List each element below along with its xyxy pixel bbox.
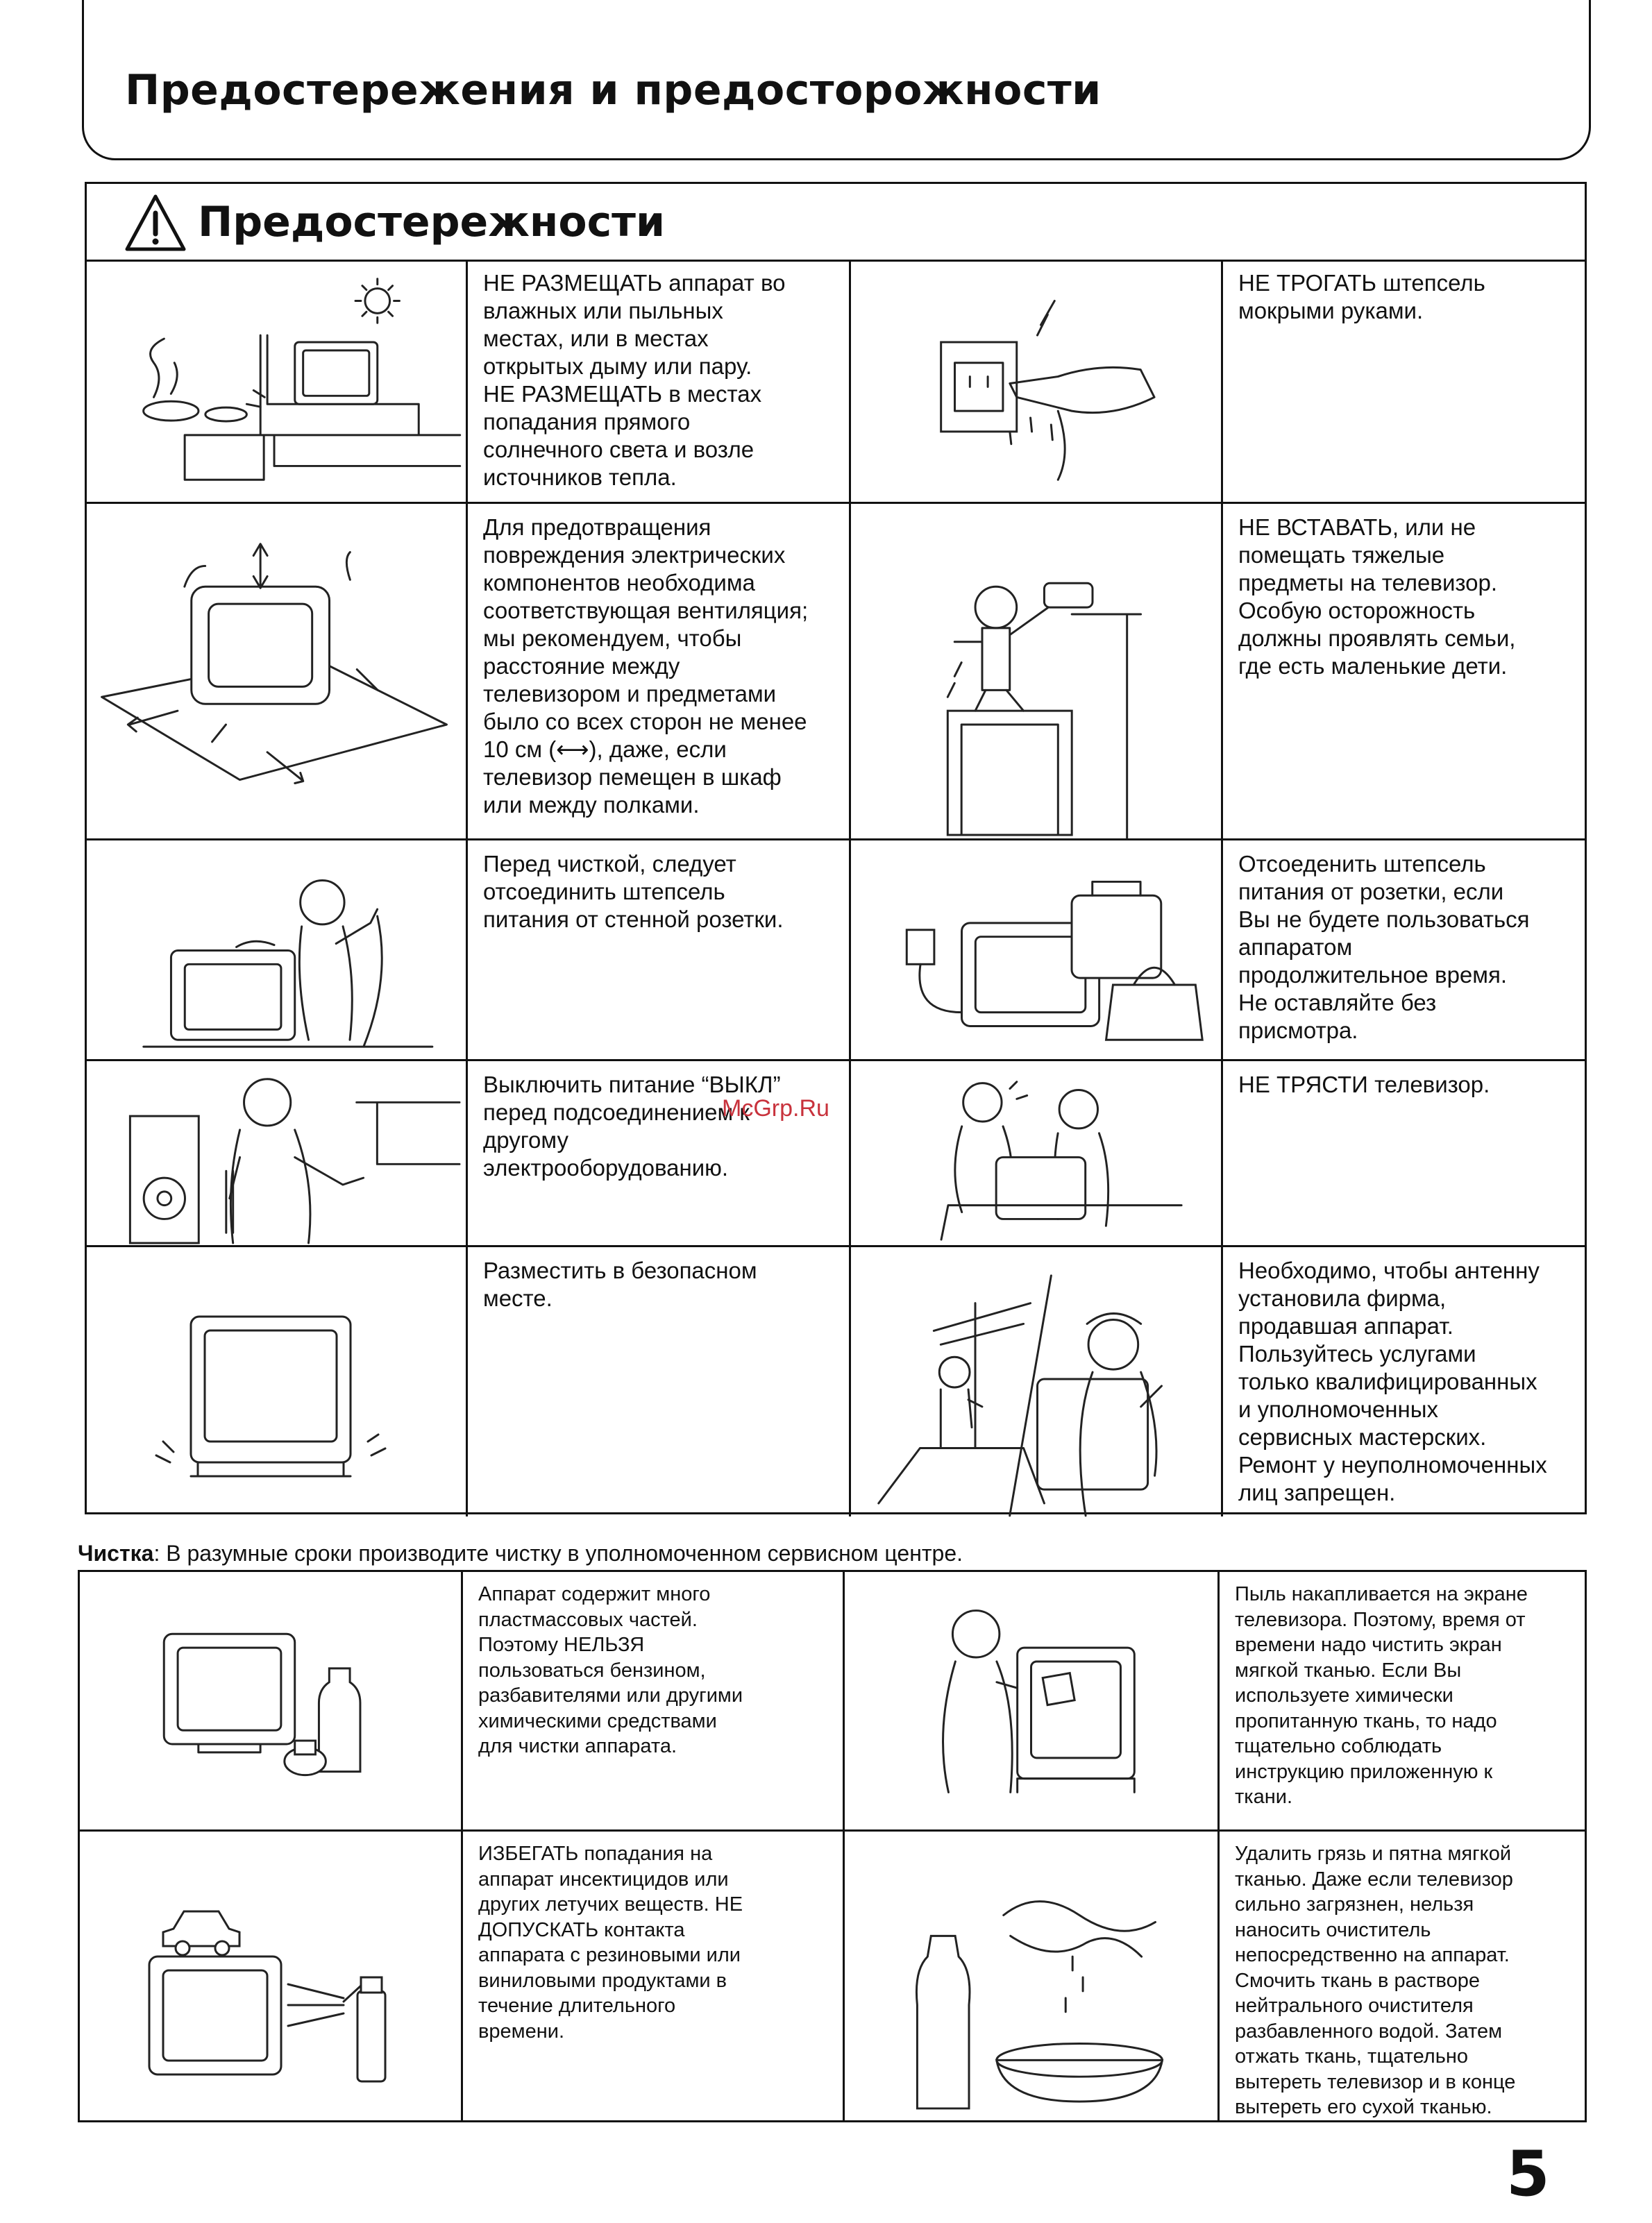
precaution-text-cell: [466, 260, 849, 502]
precaution-row: [87, 1247, 1585, 1516]
precaution-illustration: [849, 260, 1221, 502]
cleaning-row: [80, 1832, 1585, 2120]
cleaning-illustration: [80, 1572, 461, 1829]
cleaning-section: [78, 1570, 1587, 2122]
watermark: McGrp.Ru: [722, 1095, 829, 1122]
precautions-section: [85, 182, 1587, 1514]
cleaning-item-text: Пыль накапливается на экране телевизора. Поэтому, время от времени надо чистить экран мягкой тканью. Если Вы используете химически пропитанную ткань, то надо тщательно соблюдать инструкцию приложенную к ткани.: [1235, 1583, 1528, 1808]
antenna-installation-illustration: [851, 1247, 1221, 1516]
wiping-screen-illustration: [845, 1572, 1217, 1829]
precaution-illustration: [849, 1061, 1221, 1245]
precaution-illustration: [87, 1247, 466, 1516]
precaution-text-cell: [1221, 260, 1589, 502]
cleaning-illustration: [843, 1832, 1217, 2120]
precaution-text-cell: [1221, 1247, 1589, 1516]
kitchen-steam-sun-illustration: [87, 260, 466, 502]
precaution-text: НЕ ТРОГАТЬ штепсель мокрыми руками.: [1238, 270, 1485, 323]
cleaning-item-text: Аппарат содержит много пластмассовых частей. Поэтому НЕЛЬЗЯ пользоваться бензином, разбавителями или другими химическими средствами для чистки аппарата.: [478, 1583, 743, 1757]
warning-triangle-icon: [124, 194, 187, 252]
tv-stable-placement-illustration: [87, 1247, 466, 1516]
precaution-row: [87, 504, 1585, 840]
insecticide-spray-illustration: [80, 1832, 461, 2120]
wet-hands-plug-illustration: [851, 260, 1221, 502]
precaution-text: Перед чисткой, следует отсоединить штепсель питания от стенной розетки.: [483, 851, 784, 932]
cleaning-text-cell: [461, 1832, 843, 2120]
unplug-when-away-illustration: [851, 840, 1221, 1059]
power-off-connection-illustration: [87, 1061, 466, 1245]
ventilation-clearance-illustration: [87, 504, 466, 838]
cleaning-note: [78, 1541, 963, 1566]
precaution-text-cell: [1221, 1061, 1589, 1245]
precaution-text-cell: [1221, 840, 1589, 1059]
precaution-illustration: [87, 260, 466, 502]
precaution-illustration: [849, 840, 1221, 1059]
precaution-text-cell: [466, 840, 849, 1059]
precaution-illustration: [849, 504, 1221, 838]
page-title: Предостережения и предосторожности: [125, 66, 1102, 115]
tv-and-solvent-bottles-illustration: [80, 1572, 461, 1829]
precaution-text: Выключить питание “ВЫКЛ” перед подсоединением к другому электрооборудованию.: [483, 1072, 781, 1181]
cleaning-item-text: ИЗБЕГАТЬ попадания на аппарат инсектицидов или других летучих веществ. НЕ ДОПУСКАТЬ контакта аппарата с резиновыми или виниловыми продуктами в течение длительного времени.: [478, 1843, 743, 2043]
precaution-text: Необходимо, чтобы антенну установила фирма, продавшая аппарат. Пользуйтесь услугами только квалифицированных и уполномоченных сервисных мастерских. Ремонт у неуполномоченных лиц запрещен.: [1238, 1258, 1547, 1505]
precaution-text: Отсоеденить штепсель питания от розетки, если Вы не будете пользоваться аппаратом продолжительное время. Не оставляйте без присмотра.: [1238, 851, 1530, 1043]
child-on-tv-illustration: [851, 504, 1221, 838]
precaution-text-cell: [1221, 504, 1589, 838]
precautions-title: Предостережности: [198, 198, 665, 246]
precaution-text: НЕ ТРЯСТИ телевизор.: [1238, 1072, 1490, 1097]
cleaning-illustration: [843, 1572, 1217, 1829]
precaution-illustration: [87, 840, 466, 1059]
precaution-text: Разместить в безопасном месте.: [483, 1258, 757, 1311]
precaution-illustration: [849, 1247, 1221, 1516]
precaution-text: НЕ ВСТАВАТЬ, или не помещать тяжелые предметы на телевизор. Особую осторожность должны проявлять семьи, где есть маленькие дети.: [1238, 514, 1516, 679]
precaution-text-cell: [466, 1247, 849, 1516]
cleaning-row: [80, 1572, 1585, 1832]
page-number: 5: [1506, 2138, 1550, 2211]
cleaning-text: : В разумные сроки производите чистку в уполномоченном сервисном центре.: [153, 1541, 963, 1566]
precaution-text-cell: [466, 504, 849, 838]
precaution-text: Для предотвращения повреждения электрических компонентов необходима соответствующая вентиляция; мы рекомендуем, чтобы расстояние между телевизором и предметами было со всех сторон не менее 10 см (⟷), даже, если телевизор пемещен в шкаф или между полками.: [483, 514, 809, 818]
precautions-header: [87, 184, 1585, 262]
wringing-cloth-illustration: [845, 1832, 1217, 2120]
cleaning-illustration: [80, 1832, 461, 2120]
cleaning-text-cell: [461, 1572, 843, 1829]
precaution-row: [87, 260, 1585, 504]
precaution-illustration: [87, 504, 466, 838]
precaution-row: [87, 840, 1585, 1061]
cleaning-item-text: Удалить грязь и пятна мягкой тканью. Даже если телевизор сильно загрязнен, нельзя наносить очиститель непосредственно на аппарат. Смочить ткань в растворе нейтрального очистителя разбавленного водой. Затем отжать ткань, тщательно вытереть телевизор и в конце вытереть его сухой тканью.: [1235, 1843, 1516, 2118]
precaution-text-cell: [466, 1061, 849, 1245]
do-not-shake-tv-illustration: [851, 1061, 1221, 1245]
cleaning-text-cell: [1217, 1572, 1585, 1829]
precaution-illustration: [87, 1061, 466, 1245]
precaution-text: НЕ РАЗМЕЩАТЬ аппарат во влажных или пыльных местах, или в местах открытых дыму или пару. НЕ РАЗМЕЩАТЬ в местах попадания прямого солнечного света и возле источников тепла.: [483, 270, 786, 490]
cleaning-text-cell: [1217, 1832, 1585, 2120]
unplug-before-cleaning-illustration: [87, 840, 466, 1059]
precaution-row: [87, 1061, 1585, 1247]
cleaning-label: Чистка: [78, 1541, 154, 1566]
